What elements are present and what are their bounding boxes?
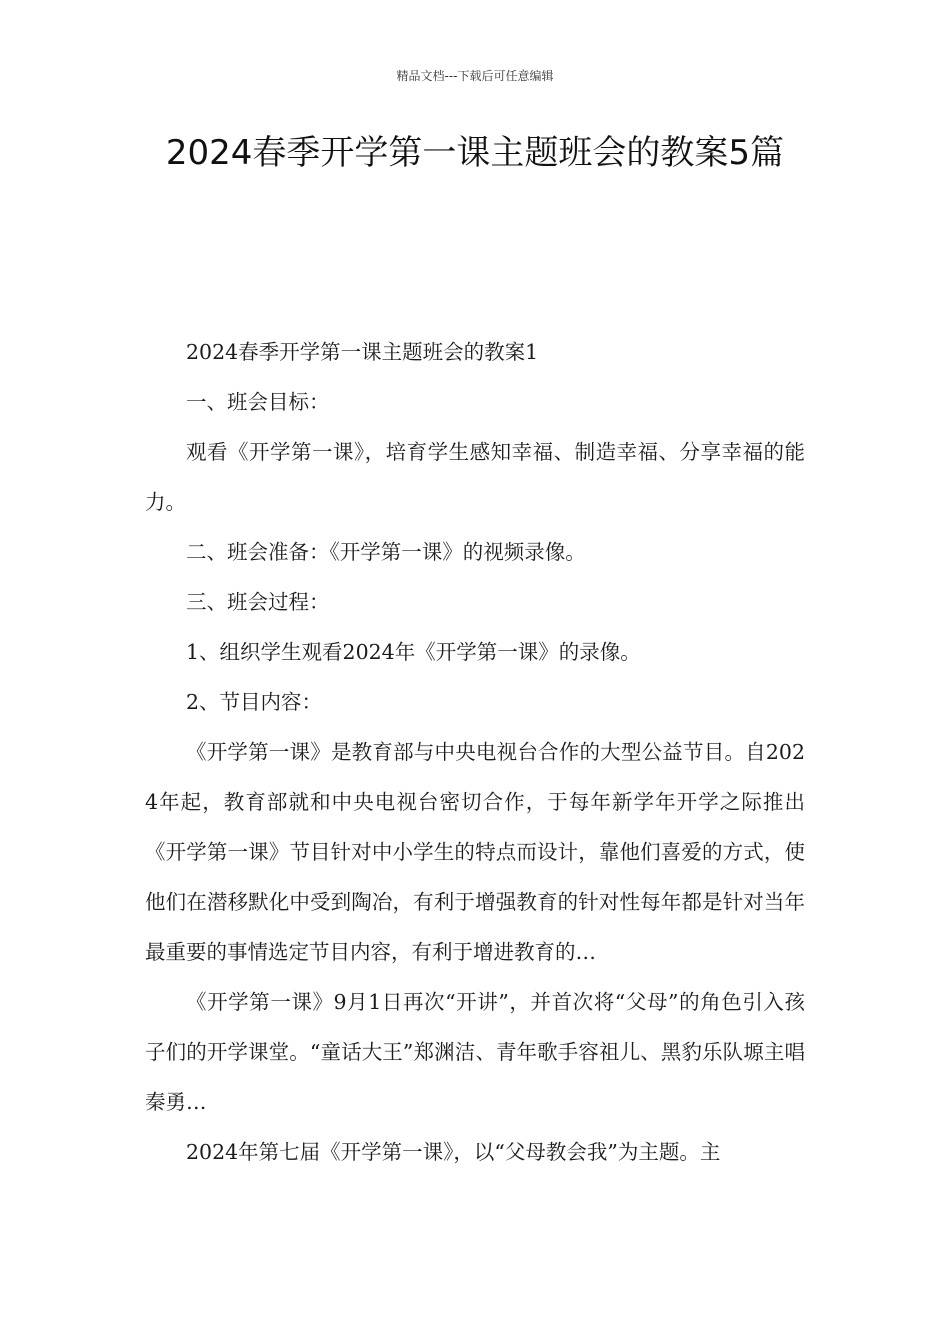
paragraph: 《开学第一课》9月1日再次“开讲”，并首次将“父母”的角色引入孩子们的开学课堂。“童话大王”郑渊洁、青年歌手容祖儿、黑豹乐队塬主唱秦勇… [145, 990, 805, 1114]
paragraph: 1、组织学生观看2024年《开学第一课》的录像。 [186, 640, 641, 664]
paragraph: 三、班会过程： [186, 590, 330, 614]
page-header: 精品文档---下载后可任意编辑 [396, 69, 554, 83]
paragraph: 二、班会准备：《开学第一课》的视频录像。 [186, 540, 586, 564]
document-title: 2024春季开学第一课主题班会的教案5篇 [165, 133, 785, 173]
section-heading: 2024春季开学第一课主题班会的教案1 [186, 340, 539, 364]
paragraph: 一、班会目标： [186, 390, 330, 414]
paragraph: 观看《开学第一课》，培育学生感知幸福、制造幸福、分享幸福的能力。 [145, 440, 805, 514]
paragraph: 2024年第七届《开学第一课》，以“父母教会我”为主题。主 [186, 1140, 721, 1164]
paragraph: 2、节目内容： [186, 690, 323, 714]
paragraph: 《开学第一课》是教育部与中央电视台合作的大型公益节目。自2024年起，教育部就和中央电视台密切合作，于每年新学年开学之际推出《开学第一课》节目针对中小学生的特点而设计，靠他们喜爱的方式，使他们在潜移默化中受到陶冶，有利于增强教育的针对性每年都是针对当年最重要的事情选定节目内容，有利于增进教育的… [145, 740, 805, 964]
document-body [145, 327, 805, 1177]
